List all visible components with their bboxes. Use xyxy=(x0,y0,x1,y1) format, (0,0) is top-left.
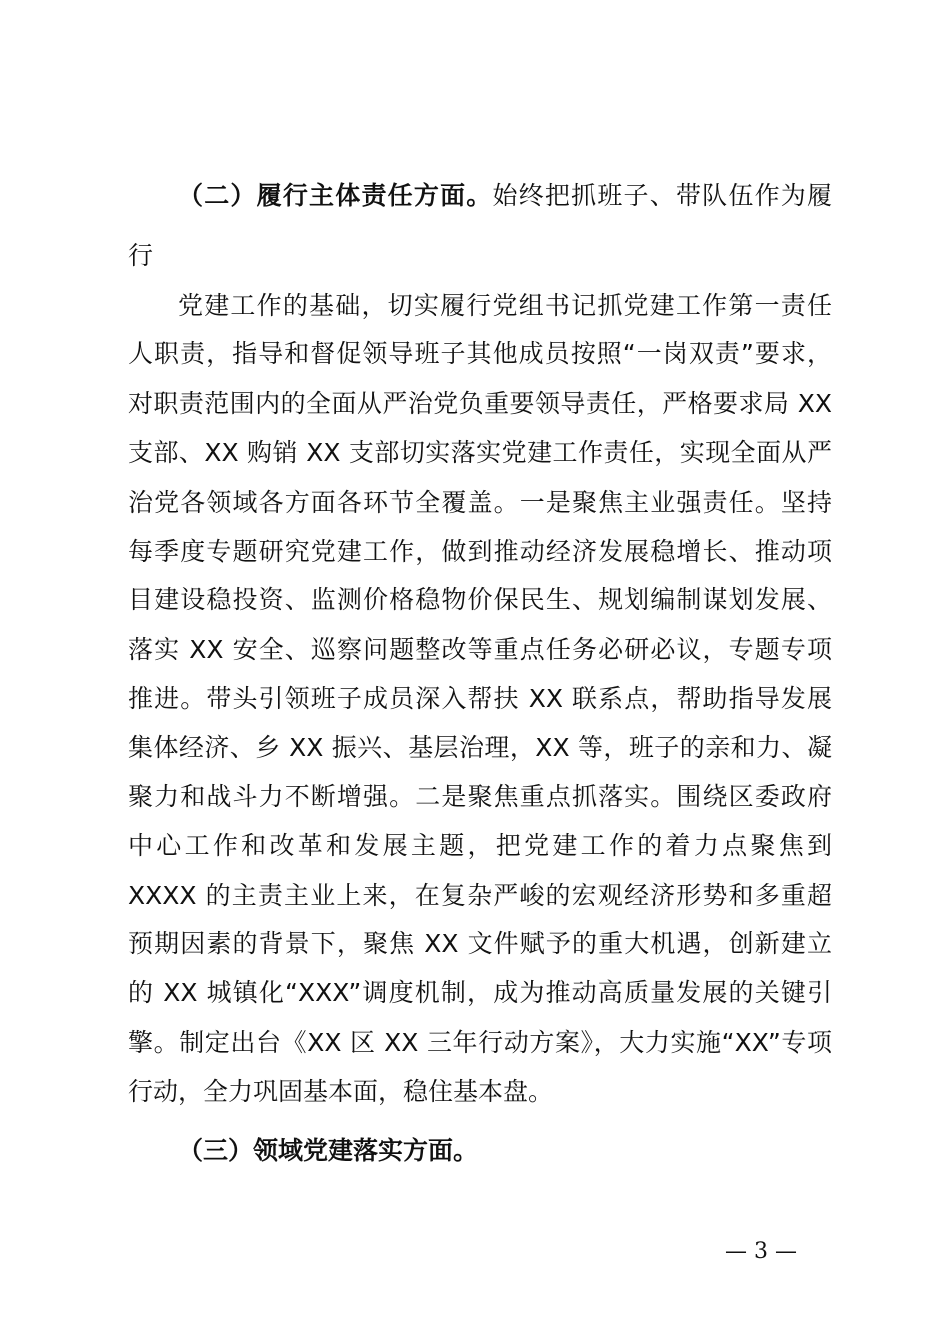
section-two-wrap-line: 行 xyxy=(128,241,154,270)
paragraph-line: 中心工作和改革和发展主题，把党建工作的着力点聚焦到 xyxy=(128,831,832,860)
paragraph-line: 推进。带头引领班子成员深入帮扶 XX 联系点，帮助指导发展 xyxy=(128,684,832,713)
paragraph-line: 行动，全力巩固基本面，稳住基本盘。 xyxy=(128,1077,554,1106)
paragraph-line: XXXX 的主责主业上来，在复杂严峻的宏观经济形势和多重超 xyxy=(128,881,832,910)
section-two-heading: （二）履行主体责任方面。 xyxy=(178,181,493,210)
section-two-first-line xyxy=(178,176,832,216)
section-three-heading: （三）领域党建落实方面。 xyxy=(178,1136,479,1165)
paragraph-line: 的 XX 城镇化“XXX”调度机制，成为推动高质量发展的关键引 xyxy=(128,978,832,1007)
paragraph-line: 预期因素的背景下，聚焦 XX 文件赋予的重大机遇，创新建立 xyxy=(128,929,832,958)
paragraph-line: 每季度专题研究党建工作，做到推动经济发展稳增长、推动项 xyxy=(128,537,832,566)
paragraph-line: 对职责范围内的全面从严治党负重要领导责任，严格要求局 XX xyxy=(128,389,832,418)
section-two-first-line-text: 始终把抓班子、带队伍作为履 xyxy=(492,181,832,210)
paragraph-line: 擎。制定出台《XX 区 XX 三年行动方案》，大力实施“XX”专项 xyxy=(128,1028,832,1057)
paragraph-line: 支部、XX 购销 XX 支部切实落实党建工作责任，实现全面从严 xyxy=(128,438,832,467)
paragraph-line: 党建工作的基础，切实履行党组书记抓党建工作第一责任 xyxy=(178,291,832,320)
paragraph-line: 聚力和战斗力不断增强。二是聚焦重点抓落实。围绕区委政府 xyxy=(128,782,832,811)
paragraph-line: 落实 XX 安全、巡察问题整改等重点任务必研必议，专题专项 xyxy=(128,635,832,664)
paragraph-line: 目建设稳投资、监测价格稳物价保民生、规划编制谋划发展、 xyxy=(128,585,832,614)
page-number: — 3 — xyxy=(725,1239,797,1264)
paragraph-line: 治党各领域各方面各环节全覆盖。一是聚焦主业强责任。坚持 xyxy=(128,488,832,517)
paragraph-line: 集体经济、乡 XX 振兴、基层治理，XX 等，班子的亲和力、凝 xyxy=(128,733,832,762)
paragraph-line: 人职责，指导和督促领导班子其他成员按照“一岗双责”要求， xyxy=(128,339,832,368)
